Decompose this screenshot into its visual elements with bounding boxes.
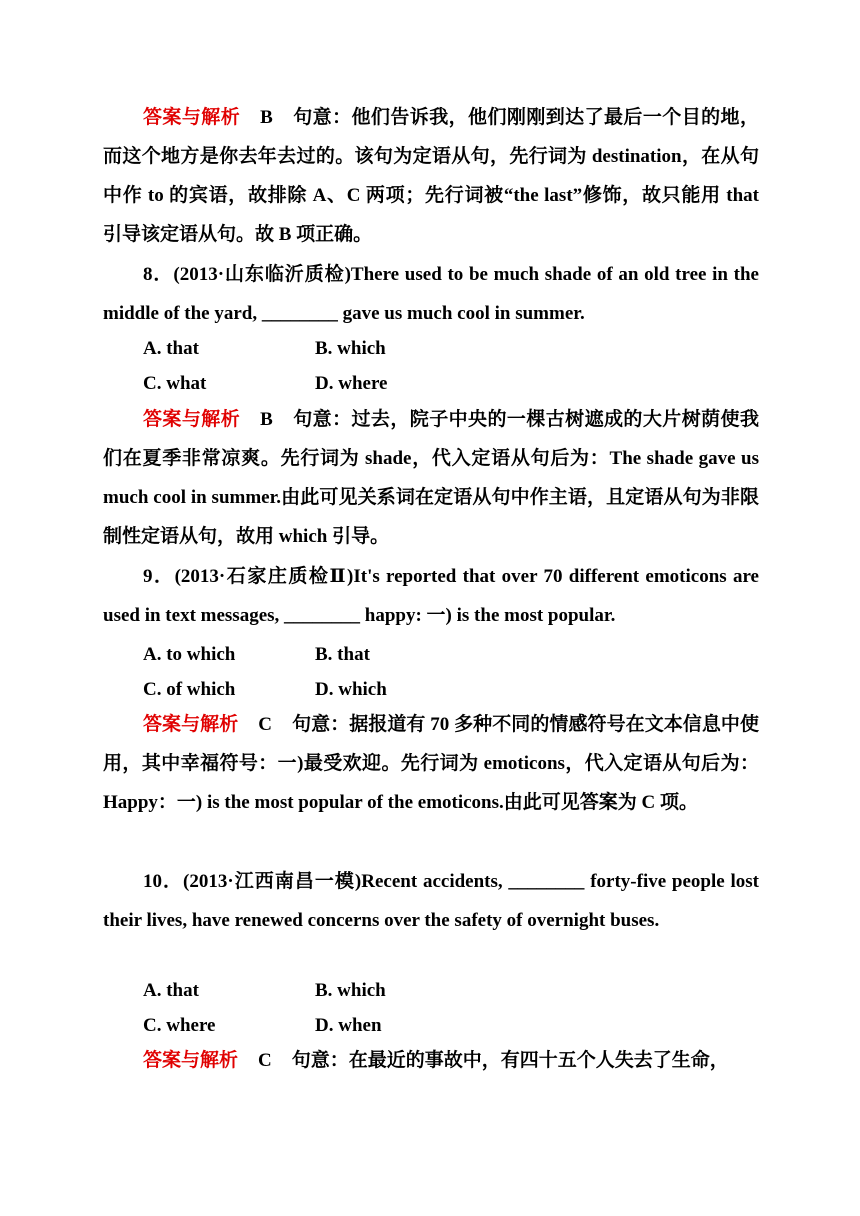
explanation-text: 句意：他们告诉我，他们刚刚到达了最后一个目的地，而这个地方是你去年去过的。该句为定语从句，先行词为 destination，在从句中作 to 的宾语，故排除 A、C 两项；先行词被“the last”修饰，故只能用 that 引导该定语从句。故 B 项正确。 (103, 107, 759, 245)
answer-letter: C (258, 714, 273, 735)
q10-option-d: D. when (315, 1015, 382, 1036)
q9-option-a: A. to which (143, 644, 236, 665)
q9-explanation (103, 705, 759, 822)
answer-letter: C (258, 1050, 272, 1071)
answer-label: 答案与解析 (143, 409, 241, 430)
q8-stem: 8．(2013·山东临沂质检)There used to be much shade of an old tree in the middle of the yard, ________ gave us much cool in summer. (103, 264, 759, 324)
q10-stem: 10．(2013·江西南昌一模)Recent accidents, ________ forty-five people lost their lives, have renewed concerns over the safety of overnight buses. (103, 871, 759, 931)
q10-option-a: A. that (143, 980, 199, 1001)
q8-option-d: D. where (315, 373, 388, 394)
q9-option-d: D. which (315, 679, 387, 700)
q8-explanation (103, 400, 759, 556)
q10-option-b: B. which (315, 980, 386, 1001)
answer-label: 答案与解析 (143, 1050, 239, 1071)
q9-stem: 9．(2013·石家庄质检Ⅱ)It's reported that over 70 different emoticons are used in text messages, ________ happy: 一) is the most popular. (103, 566, 759, 626)
q8-option-b: B. which (315, 338, 386, 359)
q8-option-a: A. that (143, 338, 199, 359)
answer-letter: B (260, 409, 273, 430)
q8-option-c: C. what (143, 373, 207, 394)
answer-letter: B (260, 107, 273, 128)
q7-explanation (103, 98, 759, 254)
explanation-text: 句意：在最近的事故中，有四十五个人失去了生命， (291, 1050, 729, 1071)
q10-explanation (103, 1041, 759, 1080)
explanation-text: 句意：据报道有 70 多种不同的情感符号在文本信息中使用，其中幸福符号：一)最受欢迎。先行词为 emoticons，代入定语从句后为： Happy：一) is the most popular of the emoticons.由此可见答案为 C 项。 (103, 714, 759, 813)
q9-option-c: C. of which (143, 679, 236, 700)
q10-option-c: C. where (143, 1015, 216, 1036)
explanation-text: 句意：过去，院子中央的一棵古树遮成的大片树荫使我们在夏季非常凉爽。先行词为 shade，代入定语从句后为：The shade gave us much cool in summer.由此可见关系词在定语从句中作主语，且定语从句为非限制性定语从句，故用 which 引导。 (103, 409, 759, 547)
q9-option-b: B. that (315, 644, 370, 665)
answer-label: 答案与解析 (143, 714, 239, 735)
answer-label: 答案与解析 (143, 107, 241, 128)
